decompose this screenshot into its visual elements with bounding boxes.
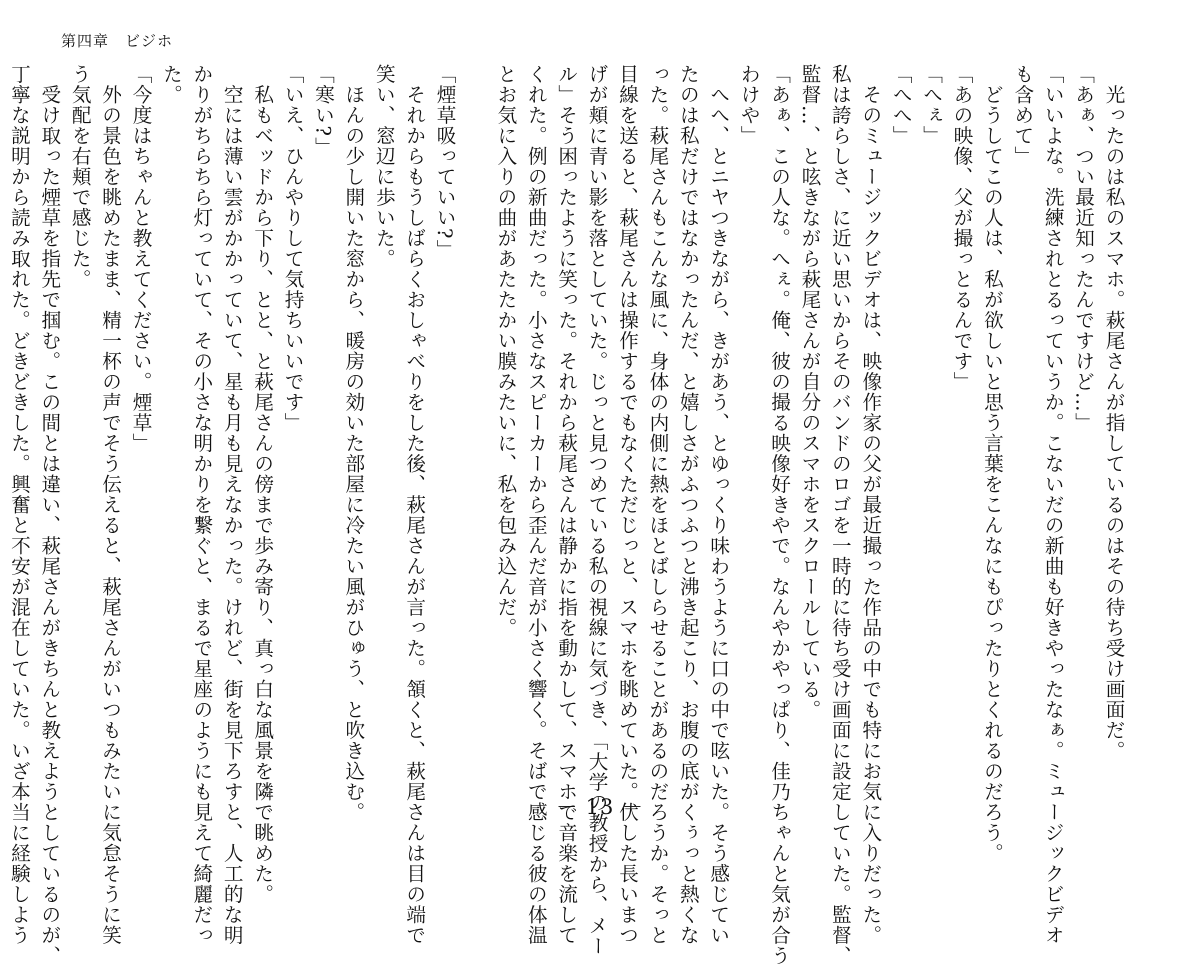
text-line: へへ、とニヤつきながら、きがあう、とゆっくり味わうように口の中で呟いた。そう感じてい (706, 64, 730, 946)
text-line: どうしてこの人は、私が欲しいと思う言葉をこんなにもぴったりとくれるのだろう。 (980, 64, 1004, 864)
text-line: げが頬に青い影を落としていた。じっと見つめている私の視線に気づき、「大学の教授から、メー (585, 64, 609, 957)
text-line (0, 64, 3, 782)
text-line: 私は誇らしさ、に近い思いからそのバンドのロゴを一時的に待ち受け画面に設定していた。監督、 (828, 64, 852, 966)
text-line: も含めて」 (1010, 64, 1034, 167)
chapter-header: 第四章 ビジホ (61, 32, 174, 50)
text-line: 「あぁ、この人な。へぇ。俺、彼の撮る映像好きやで。なんやかやっぱり、佳乃ちゃんと気が合う (767, 64, 791, 966)
text-line: わけや」 (737, 64, 761, 146)
text-line: 「あの映像、父が撮っとるんです」 (949, 64, 973, 392)
text-line: それからもうしばらくおしゃべりをした後、萩尾さんが言った。頷くと、萩尾さんは目の端で (402, 64, 426, 946)
text-line: 「寒い?」 (311, 64, 335, 158)
blank-line (459, 64, 489, 782)
text-line: かりがちらちら灯っていて、その小さな明かりを繋ぐと、まるで星座のようにも見えて綺麗だっ (189, 64, 213, 946)
text-line: 光ったのは私のスマホ。萩尾さんが指しているのはその待ち受け画面だ。 (1102, 64, 1125, 761)
text-line: た。 (159, 64, 183, 105)
text-line: 私もベッドから下り、とと、と萩尾さんの傍まで歩み寄り、真っ白な風景を隣で眺めた。 (250, 64, 274, 905)
text-line: 「今度はちゃんと教えてください。煙草」 (129, 64, 152, 454)
text-line: 「へへ」 (889, 64, 913, 146)
text-line: 丁寧な説明から読み取れた。どきどきした。興奮と不安が混在していた。いざ本当に経験しよう (7, 64, 31, 946)
text-line: たのは私だけではなかったんだ、と嬉しさがふつふつと沸き起こり、お腹の底がくぅっと熱くな (676, 64, 700, 946)
text-line: 外の景色を眺めたまま、精一杯の声でそう伝えると、萩尾さんがいつもみたいに気怠そうに笑 (98, 64, 122, 946)
text-line: 「へぇ」 (919, 64, 943, 146)
text-line: 監督…、と呟きながら萩尾さんが自分のスマホをスクロールしている。 (797, 64, 821, 720)
text-line: 空には薄い雲がかかっていて、星も月も見えなかった。けれど、街を見下ろすと、人工的な明 (220, 64, 244, 946)
text-line: ほんの少し開いた窓から、暖房の効いた部屋に冷たい風がひゅう、と吹き込む。 (341, 64, 365, 823)
text-line: そのミュージックビデオは、映像作家の父が最近撮った作品の中でも特にお気に入りだった。 (858, 64, 882, 946)
page-number: － 13 － (555, 795, 645, 819)
text-line: 「いえ、ひんやりして気持ちいいです」 (281, 64, 305, 433)
text-line: とお気に入りの曲があたたかい膜みたいに、私を包み込んだ。 (493, 64, 517, 638)
text-line: った。萩尾さんもこんな風に、身体の内側に熱をほとばしらせることがあるのだろうか。そっと (645, 64, 669, 946)
text-line: 「煙草吸っていい?」 (433, 64, 457, 260)
text-line: 目線を送ると、萩尾さんは操作するでもなくただじっと、スマホを眺めていた。伏した長いまつ (615, 64, 639, 946)
text-line: ル」そう困ったように笑った。それから萩尾さんは静かに指を動かして、スマホで音楽を流して (554, 64, 578, 946)
text-line: 受け取った煙草を指先で掴む。この間とは違い、萩尾さんがきちんと教えようとしているのが、 (37, 64, 61, 966)
text-line: 「いいよな。洗練されとるっていうか。こないだの新曲も好きやったなぁ。ミュージックビデオ (1041, 64, 1065, 946)
text-line: 「あぁ、つい最近知ったんですけど…」 (1071, 64, 1095, 433)
text-line: 笑い、窓辺に歩いた。 (372, 64, 396, 269)
text-line: くれた。例の新曲だった。小さなスピーカーから歪んだ音が小さく響く。そばで感じる彼の体温 (524, 64, 548, 946)
text-line: う気配を右頬で感じた。 (68, 64, 92, 290)
